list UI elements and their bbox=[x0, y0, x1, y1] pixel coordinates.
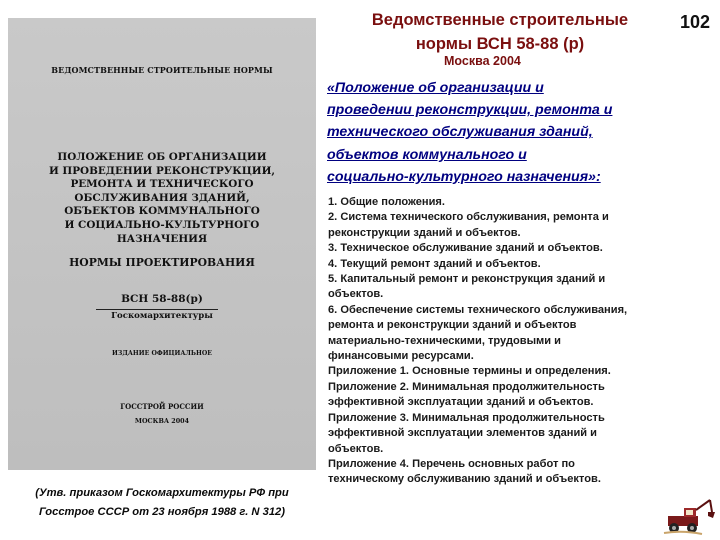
contents-line: Приложение 1. Основные термины и определения. bbox=[328, 365, 611, 378]
cover-agency: Госкомархитектуры bbox=[111, 311, 213, 321]
cover-title-line: ОБЪЕКТОВ КОММУНАЛЬНОГО bbox=[64, 205, 260, 218]
slide-title-line: Ведомственные строительные bbox=[371, 11, 629, 29]
document-title-line: проведении реконструкции, ремонта и bbox=[327, 102, 613, 119]
document-title bbox=[327, 77, 712, 188]
contents-line: финансовыми ресурсами. bbox=[328, 350, 474, 363]
construction-vehicle-icon bbox=[662, 496, 716, 536]
contents-line: 6. Обеспечение системы технического обслуживания, bbox=[328, 303, 628, 316]
contents-line: ремонта и реконструкции зданий и объектов bbox=[328, 319, 577, 332]
document-title-line: «Положение об организации и bbox=[327, 80, 544, 96]
cover-title-line: РЕМОНТА И ТЕХНИЧЕСКОГО bbox=[70, 178, 254, 191]
cover-title bbox=[8, 151, 316, 246]
contents-line: 5. Капитальный ремонт и реконструкция зданий и bbox=[328, 273, 606, 286]
cover-org: ВЕДОМСТВЕННЫЕ СТРОИТЕЛЬНЫЕ НОРМЫ bbox=[51, 65, 273, 75]
contents-line: 3. Техническое обслуживание зданий и объектов. bbox=[328, 242, 603, 255]
document-title-line: социально-культурного назначения»: bbox=[327, 168, 601, 185]
contents-line: материально-техническими, трудовыми и bbox=[328, 334, 561, 347]
contents-list bbox=[328, 195, 713, 488]
slide-title bbox=[330, 8, 670, 56]
contents-line: объектов. bbox=[328, 288, 384, 301]
contents-line: эффективной эксплуатации зданий и объектов. bbox=[328, 396, 594, 409]
cover-city: МОСКВА 2004 bbox=[134, 417, 190, 425]
contents-line: 2. Система технического обслуживания, ремонта и bbox=[328, 211, 609, 224]
contents-line: Приложение 4. Перечень основных работ по bbox=[328, 457, 575, 470]
page-number: 102 bbox=[679, 12, 710, 32]
cover-norms: НОРМЫ ПРОЕКТИРОВАНИЯ bbox=[69, 256, 255, 269]
contents-line: 1. Общие положения. bbox=[328, 196, 445, 208]
contents-line: Приложение 2. Минимальная продолжительность bbox=[328, 380, 605, 393]
document-title-line: технического обслуживания зданий, bbox=[327, 124, 593, 141]
approval-line: Госстрое СССР от 23 ноября 1988 г. N 312) bbox=[38, 506, 286, 518]
cover-title-line: И ПРОВЕДЕНИИ РЕКОНСТРУКЦИИ, bbox=[48, 164, 276, 177]
contents-line: 4. Текущий ремонт зданий и объектов. bbox=[328, 257, 541, 270]
cover-divider bbox=[96, 309, 218, 310]
cover-title-line: ОБСЛУЖИВАНИЯ ЗДАНИЙ, bbox=[74, 191, 250, 204]
approval-note bbox=[8, 484, 316, 522]
contents-line: реконструкции зданий и объектов. bbox=[328, 226, 521, 239]
cover-edition: ИЗДАНИЕ ОФИЦИАЛЬНОЕ bbox=[112, 350, 212, 357]
cover-title-line: НАЗНАЧЕНИЯ bbox=[116, 232, 208, 245]
contents-line: объектов. bbox=[328, 442, 384, 455]
cover-code: ВСН 58-88(р) bbox=[121, 293, 203, 305]
contents-line: техническому обслуживанию зданий и объектов. bbox=[328, 473, 601, 486]
cover-publisher: ГОССТРОЙ РОССИИ bbox=[120, 402, 204, 411]
cover-title-line: ПОЛОЖЕНИЕ ОБ ОРГАНИЗАЦИИ bbox=[57, 151, 267, 163]
document-title-line: объектов коммунального и bbox=[327, 146, 527, 163]
contents-line: Приложение 3. Минимальная продолжительность bbox=[328, 411, 605, 424]
contents-line: эффективной эксплуатации элементов зданий и bbox=[328, 427, 597, 440]
slide-title-line: нормы ВСН 58-88 (р) bbox=[415, 35, 585, 53]
cover-title-line: И СОЦИАЛЬНО-КУЛЬТУРНОГО bbox=[64, 218, 260, 231]
cover-scan-image bbox=[8, 18, 316, 470]
city-year: Москва 2004 bbox=[444, 54, 521, 68]
approval-line: (Утв. приказом Госкомархитектуры РФ при bbox=[35, 487, 289, 499]
